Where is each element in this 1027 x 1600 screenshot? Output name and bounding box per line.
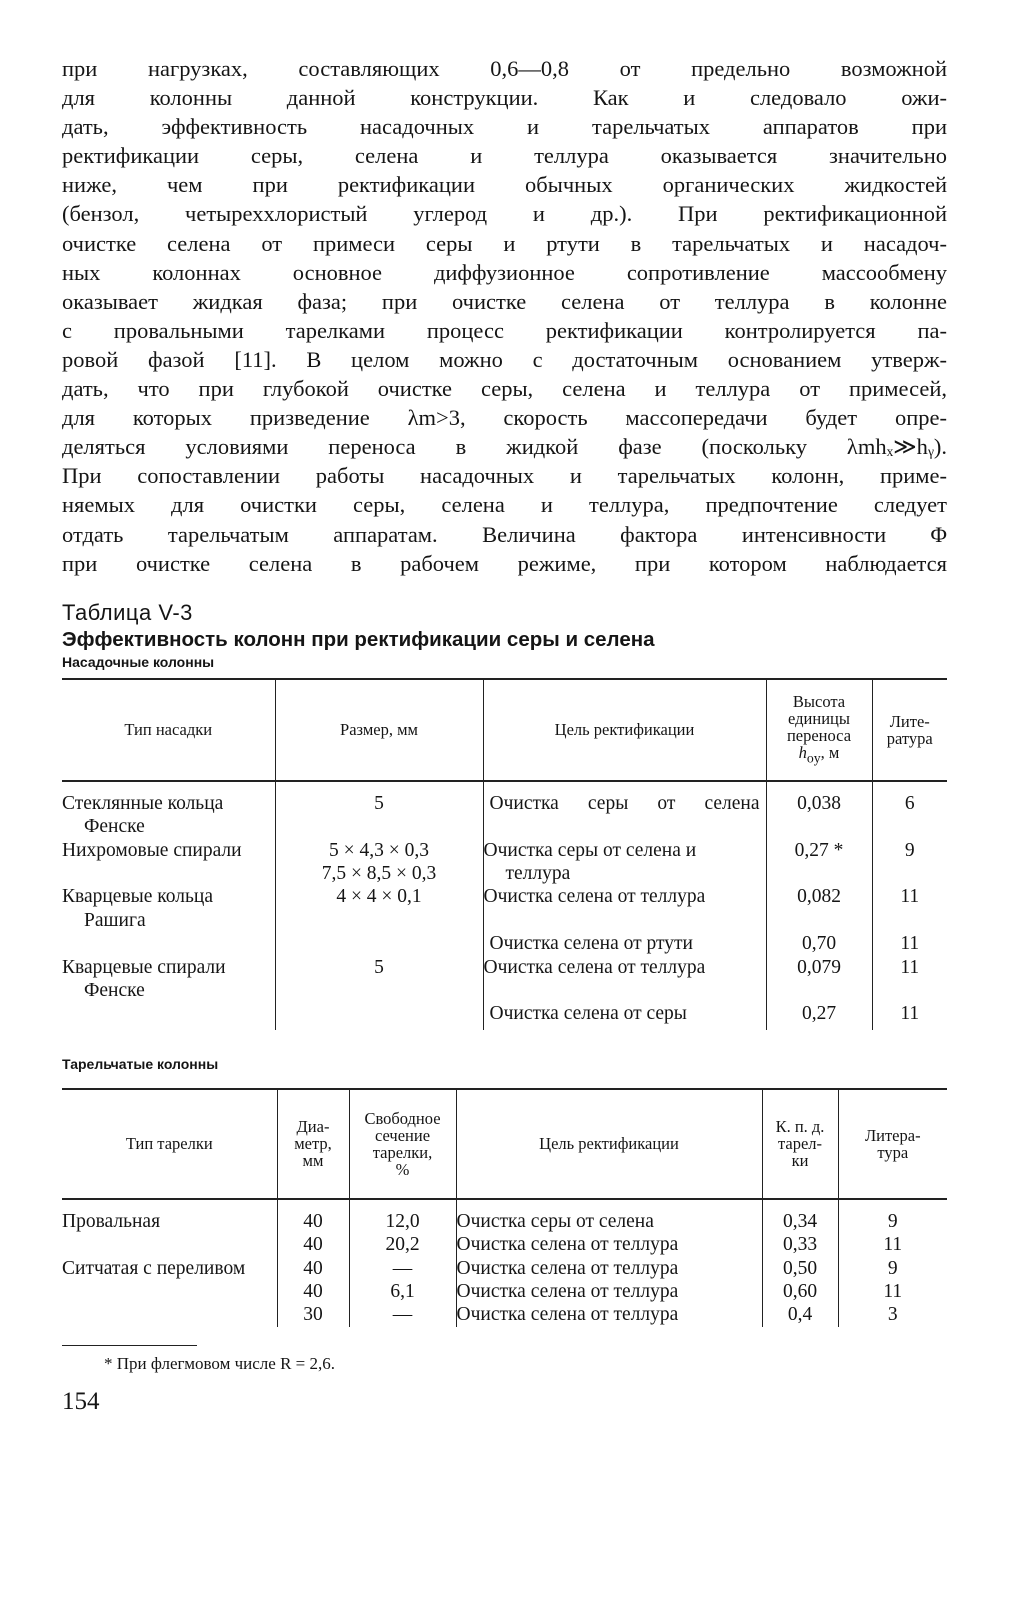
text-line: При сопоставлении работы насадочных и тарельчатых колонн, приме- <box>62 463 947 489</box>
header-purpose: Цель ректификации <box>483 679 766 781</box>
header-size: Размер, мм <box>275 679 483 781</box>
text-line: ных колоннах основное диффузионное сопротивление массообмену <box>62 259 947 285</box>
book-page <box>62 54 947 1416</box>
header-type: Тип насадки <box>124 720 213 740</box>
packed-columns-table <box>62 678 947 1030</box>
table-header-row <box>62 1089 947 1199</box>
table-row: Очистка селена от ртути 0,70 11 <box>62 932 947 955</box>
text-line: няемых для очистки серы, селена и теллура, предпочтение следует <box>62 492 947 518</box>
text-line: (бензол, четыреххлористый углерод и др.). При ректификационной <box>62 201 947 227</box>
text-line: деляться условиями переноса в жидкой фазе (поскольку λmhₓ≫hᵧ). <box>62 434 947 460</box>
tray-columns-table <box>62 1088 947 1327</box>
text-line: для которых призведение λm>3, скорость массопередачи будет опре- <box>62 405 947 431</box>
text-line: очистке селена от примеси серы и ртути в тарельчатых и насадоч- <box>62 230 947 256</box>
text-line: ректификации серы, селена и теллура оказывается значительно <box>62 143 947 169</box>
text-line: для колонны данной конструкции. Как и следовало ожи- <box>62 85 947 111</box>
packed-subtitle: Насадочные колонны <box>62 653 215 670</box>
header-tray-type: Тип тарелки <box>125 1134 213 1154</box>
text-line: при очистке селена в рабочем режиме, при котором наблюдается <box>62 550 947 576</box>
text-line: при нагрузках, составляющих 0,6—0,8 от предельно возможной <box>62 56 947 81</box>
header-literature: Лите- ратура <box>872 679 947 781</box>
table-row: Стеклянные кольца Фенске 5 Очистка серы от селена 0,038 6 <box>62 781 947 839</box>
table-row: 40 6,1 Очистка селена от теллура 0,60 11 <box>62 1280 947 1303</box>
page-number: 154 <box>62 1387 100 1415</box>
footnote: * При флегмовом числе R = 2,6. <box>104 1353 335 1373</box>
text-line: ниже, чем при ректификации обычных органических жидкостей <box>62 172 947 198</box>
text-line: оказывает жидкая фаза; при очистке селена от теллура в колонне <box>62 288 947 314</box>
header-efficiency: К. п. д. тарел- ки <box>762 1089 838 1199</box>
table-label: Таблица V-3 <box>62 599 193 625</box>
tray-subtitle: Тарельчатые колонны <box>62 1055 219 1072</box>
header-free-section: Свободное сечение тарелки, % <box>349 1089 456 1199</box>
table-row: Кварцевые кольца Рашига 4 × 4 × 0,1 Очистка селена от теллура 0,082 11 <box>62 885 947 932</box>
table-title: Эффективность колонн при ректификации серы и селена <box>62 627 655 651</box>
table-row: Провальная 40 12,0 Очистка серы от селена 0,34 9 <box>62 1199 947 1233</box>
text-line: дать, эффективность насадочных и тарельчатых аппаратов при <box>62 114 947 140</box>
text-line: ровой фазой [11]. В целом можно с достаточным основанием утверж- <box>62 346 947 372</box>
table-row: 40 20,2 Очистка селена от теллура 0,33 11 <box>62 1233 947 1256</box>
header-diameter: Диа- метр, мм <box>277 1089 349 1199</box>
table-row: Кварцевые спирали Фенске 5 Очистка селена от теллура 0,079 11 <box>62 956 947 1003</box>
table-row: Нихромовые спирали 5 × 4,3 × 0,3 7,5 × 8,5 × 0,3 Очистка серы от селена и теллура 0,27 * 9 <box>62 839 947 886</box>
header-literature: Литера- тура <box>838 1089 947 1199</box>
header-transfer-height: Высота единицы переноса $h_{oy}$, м <box>766 679 872 781</box>
table-row: 30 — Очистка селена от теллура 0,4 3 <box>62 1303 947 1326</box>
text-line: отдать тарельчатым аппаратам. Величина фактора интенсивности Φ <box>62 521 947 547</box>
table-header-row <box>62 679 947 781</box>
text-line: дать, что при глубокой очистке серы, селена и теллура от примесей, <box>62 376 947 402</box>
header-purpose: Цель ректификации <box>456 1089 762 1199</box>
footnote-rule <box>62 1345 197 1346</box>
body-text <box>62 54 947 578</box>
text-line: с провальными тарелками процесс ректификации контролируется па- <box>62 317 947 343</box>
table-row: Очистка селена от серы 0,27 11 <box>62 1002 947 1029</box>
table-row: Ситчатая с переливом 40 — Очистка селена от теллура 0,50 9 <box>62 1257 947 1280</box>
